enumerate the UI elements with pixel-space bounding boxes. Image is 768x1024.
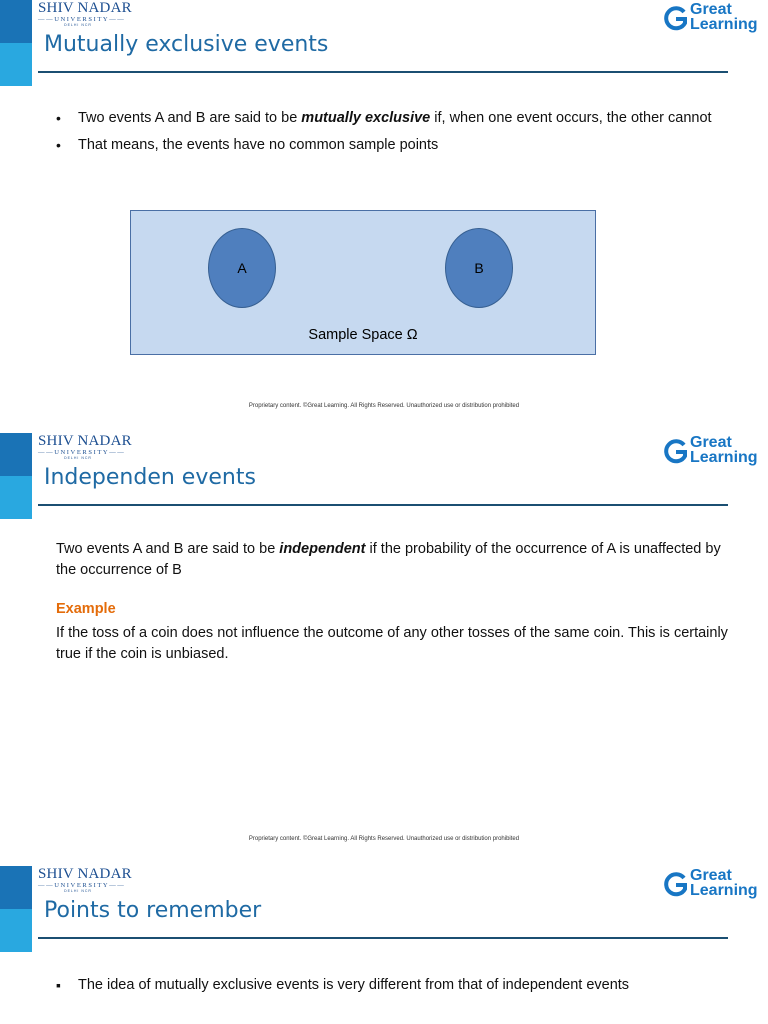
accent-bar <box>0 866 32 952</box>
university-logo <box>38 0 130 27</box>
slide-title: Points to remember <box>44 898 262 923</box>
university-logo <box>38 433 130 460</box>
great-learning-g-icon <box>664 872 688 898</box>
bullet-item: ▪ The idea of mutually exclusive events is very different from that of independent events <box>56 975 736 996</box>
example-heading: Example <box>56 601 116 617</box>
sample-space-label: Sample Space Ω <box>308 327 418 343</box>
university-city: DELHI NCR <box>64 23 92 27</box>
slide-mutually-exclusive <box>0 0 768 433</box>
bullet-item: • That means, the events have no common sample points <box>56 135 736 156</box>
university-logo <box>38 866 130 893</box>
slide-title: Mutually exclusive events <box>44 32 329 57</box>
university-city: DELHI NCR <box>64 889 92 893</box>
emphasis-term: independent <box>279 541 366 557</box>
university-name: SHIV NADAR <box>38 866 132 882</box>
bullet-list <box>56 975 736 1002</box>
university-sub: ——UNIVERSITY—— <box>38 882 126 889</box>
accent-bar <box>0 433 32 519</box>
venn-diagram-sample-space <box>130 210 596 355</box>
great-learning-logo <box>664 868 764 904</box>
great-learning-logo <box>664 2 764 38</box>
university-sub: ——UNIVERSITY—— <box>38 449 126 456</box>
title-divider <box>38 71 728 73</box>
slide-title: Independen events <box>44 465 256 490</box>
university-city: DELHI NCR <box>64 456 92 460</box>
accent-bar <box>0 0 32 86</box>
bullet-list <box>56 108 736 162</box>
example-text: If the toss of a coin does not influence the outcome of any other tosses of the same coin. This is certainly true if the coin is unbiased. <box>56 625 728 662</box>
logo-line2: Learning <box>690 882 758 899</box>
copyright-footer: Proprietary content. ©Great Learning. All Rights Reserved. Unauthorized use or distribution prohibited <box>248 403 520 409</box>
bullet-square: ▪ <box>56 977 61 993</box>
great-learning-logo <box>664 435 764 471</box>
definition-paragraph: Two events A and B are said to be independent if the probability of the occurrence of A is unaffected by the occurrence of B <box>56 541 721 578</box>
logo-line2: Learning <box>690 16 758 33</box>
event-b-circle: B <box>445 228 513 308</box>
slide-independent-events <box>0 433 768 866</box>
logo-line1: Great <box>690 434 732 451</box>
logo-line2: Learning <box>690 449 758 466</box>
university-name: SHIV NADAR <box>38 433 132 449</box>
logo-line1: Great <box>690 1 732 18</box>
bullet-item: • Two events A and B are said to be mutually exclusive if, when one event occurs, the other cannot <box>56 108 736 129</box>
copyright-footer: Proprietary content. ©Great Learning. All Rights Reserved. Unauthorized use or distribution prohibited <box>248 836 520 842</box>
title-divider <box>38 937 728 939</box>
slide-points-to-remember <box>0 866 768 1024</box>
event-a-circle: A <box>208 228 276 308</box>
great-learning-g-icon <box>664 6 688 32</box>
university-name: SHIV NADAR <box>38 0 132 16</box>
bullet-dot: • <box>56 137 61 153</box>
bullet-dot: • <box>56 110 61 126</box>
logo-line1: Great <box>690 867 732 884</box>
university-sub: ——UNIVERSITY—— <box>38 16 126 23</box>
title-divider <box>38 504 728 506</box>
emphasis-term: mutually exclusive <box>301 110 431 126</box>
great-learning-g-icon <box>664 439 688 465</box>
